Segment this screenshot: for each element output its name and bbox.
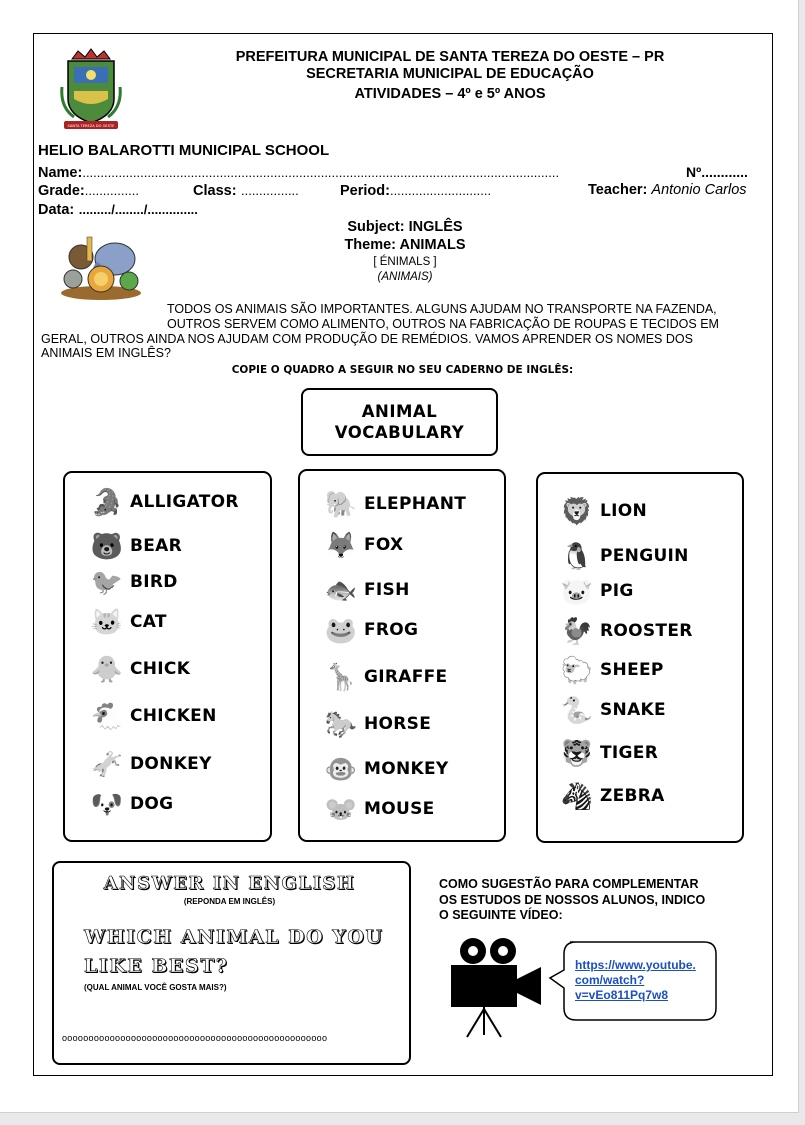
sheep-icon: 🐑 bbox=[560, 654, 594, 685]
alligator-icon: 🐊 bbox=[90, 486, 124, 517]
movie-camera-icon bbox=[445, 935, 555, 1040]
vocab-item bbox=[558, 537, 689, 575]
school-name: HELIO BALAROTTI MUNICIPAL SCHOOL bbox=[38, 142, 330, 159]
teacher-label: Teacher: bbox=[588, 182, 648, 198]
vocab-item bbox=[88, 697, 217, 735]
translation: (ANIMAIS) bbox=[377, 271, 433, 283]
vocab-word: CHICK bbox=[130, 659, 191, 679]
vocab-item bbox=[558, 492, 647, 530]
vocab-item bbox=[558, 651, 664, 689]
header-line-1: PREFEITURA MUNICIPAL DE SANTA TEREZA DO OESTE – PR bbox=[235, 49, 665, 65]
vocab-item bbox=[88, 745, 212, 783]
mouse-icon: 🐭 bbox=[324, 793, 358, 824]
answer-title-note: (REPONDA EM INGLÊS) bbox=[183, 897, 276, 906]
vocab-item bbox=[558, 612, 693, 650]
vocab-word: PIG bbox=[600, 581, 634, 601]
vocab-word: SNAKE bbox=[600, 700, 666, 720]
frog-icon: 🐸 bbox=[324, 614, 358, 645]
vocab-item bbox=[558, 691, 666, 729]
answer-title: ANSWER IN ENGLISH bbox=[103, 873, 356, 894]
grade-field bbox=[38, 182, 139, 200]
vocab-word: DONKEY bbox=[130, 754, 212, 774]
vocab-word: FISH bbox=[364, 580, 410, 600]
penguin-icon: 🐧 bbox=[560, 540, 594, 571]
grade-blank[interactable]: ............... bbox=[84, 183, 139, 198]
vocab-word: GIRAFFE bbox=[364, 667, 448, 687]
header-line-3: ATIVIDADES – 4º e 5º ANOS bbox=[354, 86, 546, 102]
snake-icon: 🐍 bbox=[560, 694, 594, 725]
video-suggestion bbox=[439, 877, 705, 924]
vocab-item bbox=[88, 603, 167, 641]
lion-icon: 🦁 bbox=[560, 495, 594, 526]
rooster-icon: 🐓 bbox=[560, 615, 594, 646]
number-field[interactable]: Nº............ bbox=[686, 164, 748, 180]
vocab-word: ELEPHANT bbox=[364, 494, 467, 514]
vocab-word: MOUSE bbox=[364, 799, 435, 819]
vocab-word: LION bbox=[600, 501, 648, 521]
vocab-word: BEAR bbox=[130, 536, 183, 556]
vocab-word: MONKEY bbox=[364, 759, 449, 779]
bird-icon: 🐦 bbox=[90, 566, 124, 597]
vocab-title-box bbox=[301, 388, 498, 456]
city-crest-icon bbox=[60, 47, 122, 133]
vocab-word: ZEBRA bbox=[600, 786, 665, 806]
vocab-item bbox=[322, 526, 403, 564]
vocab-title-line-2: VOCABULARY bbox=[334, 423, 465, 442]
date-label: Data: bbox=[38, 202, 75, 218]
vocab-word: FROG bbox=[364, 620, 419, 640]
vocab-item bbox=[88, 650, 190, 688]
vocab-title-line-1: ANIMAL bbox=[361, 402, 438, 421]
teacher-name: Antonio Carlos bbox=[651, 182, 747, 198]
chick-icon: 🐥 bbox=[90, 653, 124, 684]
grade-label: Grade: bbox=[38, 183, 85, 199]
question-note: (QUAL ANIMAL VOCÊ GOSTA MAIS?) bbox=[84, 983, 227, 992]
vocab-word: SHEEP bbox=[600, 660, 664, 680]
vocab-item bbox=[322, 571, 410, 609]
vocab-item bbox=[88, 563, 178, 601]
vocab-item bbox=[558, 777, 665, 815]
date-field bbox=[38, 201, 198, 219]
vocab-item bbox=[88, 527, 182, 565]
video-text-line-1: COMO SUGESTÃO PARA COMPLEMENTAR bbox=[439, 877, 699, 891]
vocab-item bbox=[322, 611, 418, 649]
video-link-line-1[interactable]: https://www.youtube. bbox=[575, 958, 696, 972]
video-link[interactable] bbox=[575, 958, 696, 1003]
question-line-1: WHICH ANIMAL DO YOU bbox=[84, 926, 384, 948]
period-blank[interactable]: ............................ bbox=[389, 183, 492, 198]
vocab-word: CAT bbox=[130, 612, 167, 632]
vocab-item bbox=[558, 734, 658, 772]
vocab-item bbox=[88, 785, 173, 823]
answer-line[interactable]: oooooooooooooooooooooooooooooooooooooooooooooooooo bbox=[62, 1033, 328, 1043]
video-text-line-2: OS ESTUDOS DE NOSSOS ALUNOS, INDICO bbox=[439, 892, 706, 907]
vocab-word: ROOSTER bbox=[600, 621, 693, 641]
video-link-line-3[interactable]: v=vEo811Pq7w8 bbox=[575, 988, 669, 1002]
vocab-item bbox=[88, 483, 239, 521]
animals-illustration-icon bbox=[57, 233, 145, 301]
svg-text:SANTA TEREZA DO OESTE: SANTA TEREZA DO OESTE bbox=[67, 124, 115, 128]
name-label: Name: bbox=[38, 165, 83, 181]
subject-line: Subject: INGLÊS bbox=[347, 219, 463, 235]
dog-icon: 🐶 bbox=[90, 788, 124, 819]
class-label: Class: bbox=[193, 183, 237, 199]
vocab-item bbox=[558, 572, 634, 610]
video-link-line-2[interactable]: com/watch? bbox=[575, 973, 645, 987]
period-label: Period: bbox=[340, 183, 390, 199]
intro-line-3: GERAL, OUTROS AINDA NOS AJUDAM COM PRODUÇÃO DE REMÉDIOS. VAMOS APRENDER OS NOMES DOS bbox=[41, 332, 693, 346]
vocab-item bbox=[322, 705, 431, 743]
video-text-line-3: O SEGUINTE VÍDEO: bbox=[439, 908, 563, 922]
vocab-item bbox=[322, 750, 449, 788]
fox-icon: 🦊 bbox=[324, 529, 358, 560]
header-line-2: SECRETARIA MUNICIPAL DE EDUCAÇÃO bbox=[306, 66, 594, 82]
vocab-item bbox=[322, 790, 435, 828]
teacher-field bbox=[588, 182, 747, 198]
vocab-word: PENGUIN bbox=[600, 546, 689, 566]
donkey-icon: 🫏 bbox=[90, 748, 124, 779]
theme-line: Theme: ANIMALS bbox=[344, 237, 466, 253]
tiger-icon: 🐯 bbox=[560, 737, 594, 768]
monkey-icon: 🐵 bbox=[324, 753, 358, 784]
fish-icon: 🐟 bbox=[324, 574, 358, 605]
zebra-icon: 🦓 bbox=[560, 780, 594, 811]
name-blank[interactable]: .................................................................................................................................... bbox=[82, 165, 560, 180]
vocab-item bbox=[322, 485, 466, 523]
vocab-word: CHICKEN bbox=[130, 706, 217, 726]
giraffe-icon: 🦒 bbox=[324, 661, 358, 692]
class-field bbox=[193, 182, 299, 200]
intro-line-4: ANIMAIS EM INGLÊS? bbox=[41, 346, 171, 360]
chicken-icon: 🐔 bbox=[90, 700, 124, 731]
vocab-word: DOG bbox=[130, 794, 174, 814]
cat-icon: 🐱 bbox=[90, 606, 124, 637]
vocab-word: TIGER bbox=[600, 743, 659, 763]
class-blank[interactable]: ................ bbox=[240, 183, 299, 198]
intro-line-2: OUTROS SERVEM COMO ALIMENTO, OUTROS NA FABRICAÇÃO DE ROUPAS E TECIDOS EM bbox=[167, 317, 719, 331]
elephant-icon: 🐘 bbox=[324, 488, 358, 519]
horse-icon: 🐎 bbox=[324, 708, 358, 739]
pig-icon: 🐷 bbox=[560, 575, 594, 606]
vocab-word: BIRD bbox=[130, 572, 178, 592]
vocab-word: FOX bbox=[364, 535, 404, 555]
period-field bbox=[340, 182, 491, 200]
question-line-2: LIKE BEST? bbox=[84, 955, 229, 977]
intro-line-1: TODOS OS ANIMAIS SÃO IMPORTANTES. ALGUNS AJUDAM NO TRANSPORTE NA FAZENDA, bbox=[167, 302, 717, 316]
bear-icon: 🐻 bbox=[90, 530, 124, 561]
pronunciation: [ ÉNIMALS ] bbox=[373, 256, 437, 268]
vocab-item bbox=[322, 658, 447, 696]
name-field-row bbox=[38, 164, 559, 182]
vocab-word: ALLIGATOR bbox=[130, 492, 239, 512]
vocab-word: HORSE bbox=[364, 714, 432, 734]
copy-instruction: COPIE O QUADRO A SEGUIR NO SEU CADERNO DE INGLÊS: bbox=[231, 364, 574, 376]
date-blank[interactable]: ........./......../.............. bbox=[78, 202, 198, 217]
